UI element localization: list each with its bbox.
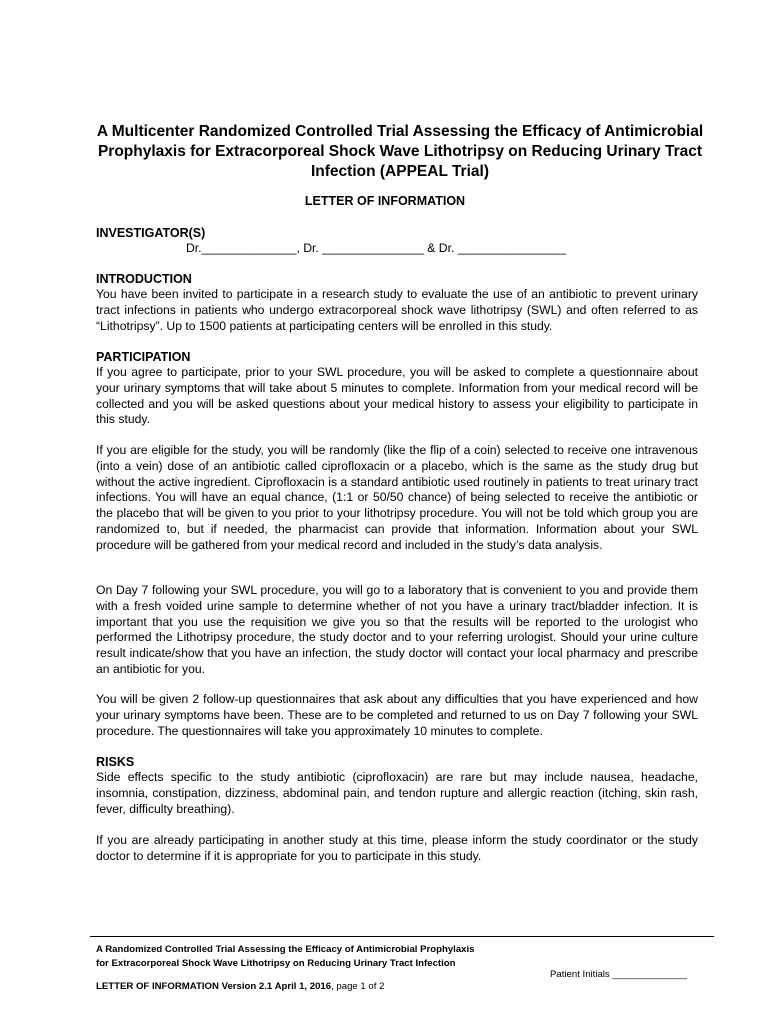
document-title: A Multicenter Randomized Controlled Trial Assessing the Efficacy of Antimicrobial Prophylaxis for Extracorporeal Shock Wave Lithotripsy on Reducing Urinary Tract Infection (APPEAL Trial) <box>96 123 704 180</box>
risks-heading: RISKS <box>96 755 135 769</box>
participation-block-2 <box>96 443 698 554</box>
participation-paragraph-3: On Day 7 following your SWL procedure, you will go to a laboratory that is convenient to you and provide them with a fresh voided urine sample to determine whether of not you have a urinary tract/bladder infection. It is important that you use the requisition we give you so that the results will be reported to the urologist who performed the Lithotripsy procedure, the study doctor and to your referring urologist. Should your urine culture result indicate/show that you have an infection, the study doctor will contact your local pharmacy and prescribe an antibiotic for you. <box>96 583 698 676</box>
investigators-line: Dr.______________, Dr. _______________ & Dr. ________________ <box>186 241 567 255</box>
introduction-text: You have been invited to participate in a research study to evaluate the use of an antibiotic to prevent urinary tract infections in patients who undergo extracorporeal shock wave lithotripsy (SWL) and often referred to as “Lithotripsy”. Up to 1500 patients at participating centers will be enrolled in this study. <box>96 287 698 333</box>
participation-section <box>96 349 698 428</box>
footer-divider <box>90 936 714 937</box>
participation-heading: PARTICIPATION <box>96 350 191 364</box>
introduction-heading: INTRODUCTION <box>96 272 192 286</box>
footer-page-number: , page 1 of 2 <box>331 981 385 992</box>
participation-block-3 <box>96 583 698 678</box>
investigators-section <box>96 225 698 241</box>
risks-paragraph-1: Side effects specific to the study antibiotic (ciprofloxacin) are rare but may include nausea, headache, insomnia, constipation, dizziness, abdominal pain, and tendon rupture and allergic reaction (itching, skin rash, fever, difficulty breathing). <box>96 770 698 816</box>
risks-block-2 <box>96 833 698 865</box>
participation-paragraph-1: If you agree to participate, prior to your SWL procedure, you will be asked to complete a questionnaire about your urinary symptoms that will take about 5 minutes to complete. Information from your medical record will be collected and you will be asked questions about your medical history to assess your eligibility to participate in this study. <box>96 365 698 427</box>
footer-study-title <box>96 943 475 971</box>
risks-section <box>96 754 698 817</box>
footer-version <box>96 981 384 992</box>
footer-version-label: LETTER OF INFORMATION Version 2.1 April 1, 2016 <box>96 981 332 992</box>
risks-paragraph-2: If you are already participating in another study at this time, please inform the study coordinator or the study doctor to determine if it is appropriate for you to participate in this study. <box>96 833 698 863</box>
patient-initials-field: Patient Initials ______________ <box>550 969 688 980</box>
participation-paragraph-4: You will be given 2 follow-up questionnaires that ask about any difficulties that you have experienced and how your urinary symptoms have been. These are to be completed and returned to us on Day 7 following your SWL procedure. The questionnaires will take you approximately 10 minutes to complete. <box>96 692 698 738</box>
footer-study-line-2: for Extracorporeal Shock Wave Lithotripsy on Reducing Urinary Tract Infection <box>96 958 456 969</box>
introduction-section <box>96 271 698 334</box>
participation-paragraph-2: If you are eligible for the study, you will be randomly (like the flip of a coin) selected to receive one intravenous (into a vein) dose of an antibiotic called ciprofloxacin or a placebo, which is the same as the study drug but without the active ingredient. Ciprofloxacin is a standard antibiotic used routinely in patients to treat urinary tract infections. You will have an equal chance, (1:1 or 50/50 chance) of being selected to receive the antibiotic or the placebo that will be given to you prior to your lithotripsy procedure. You will not be told which group you are randomized to, but if needed, the pharmacist can provide that information. Information about your SWL procedure will be gathered from your medical record and included in the study’s data analysis. <box>96 443 698 552</box>
footer-study-line-1: A Randomized Controlled Trial Assessing the Efficacy of Antimicrobial Prophylaxis <box>96 944 475 955</box>
document-subtitle: LETTER OF INFORMATION <box>304 194 466 208</box>
participation-block-4 <box>96 692 698 739</box>
investigators-heading: INVESTIGATOR(S) <box>96 226 206 240</box>
